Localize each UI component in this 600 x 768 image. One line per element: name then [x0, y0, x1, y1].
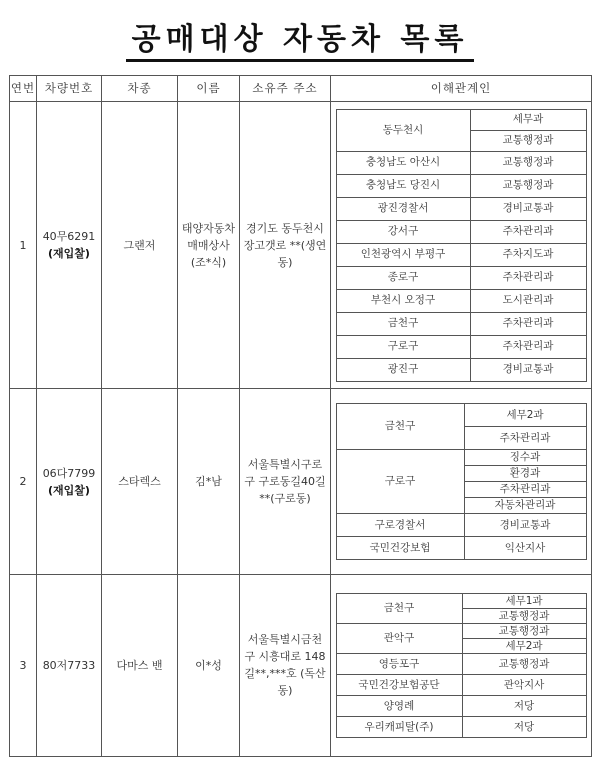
- party-org: 충청남도 당진시: [336, 174, 470, 197]
- party-org: 강서구: [336, 220, 470, 243]
- address-cell: 서울특별시금천구 시흥대로 148길**,***호 (독산동): [240, 574, 331, 756]
- party-org: 구로구: [336, 335, 470, 358]
- party-org: 구로경찰서: [336, 514, 464, 537]
- party-dept: 주차관리과: [464, 427, 586, 450]
- title-text: 공매대상 자동차 목록: [126, 22, 475, 62]
- address-cell: 경기도 동두천시 장고갯로 **(생연동): [240, 102, 331, 389]
- header-no: 연번: [10, 76, 37, 102]
- party-dept: 경비교통과: [470, 197, 586, 220]
- party-dept: 익산지사: [464, 537, 586, 560]
- party-dept: 세무과: [470, 109, 586, 130]
- vehicle-table: [9, 75, 592, 757]
- row-number: 1: [10, 102, 37, 389]
- party-dept: 저당: [462, 695, 586, 716]
- party-dept: 주차관리과: [464, 482, 586, 498]
- plate-cell: 80저7733: [37, 574, 102, 756]
- party-org: 금천구: [336, 404, 464, 450]
- header-name: 이름: [178, 76, 240, 102]
- party-org: 인천광역시 부평구: [336, 243, 470, 266]
- party-dept: 교통행정과: [470, 151, 586, 174]
- party-dept: 자동차관리과: [464, 498, 586, 514]
- party-dept: 교통행정과: [470, 130, 586, 151]
- row-number: 2: [10, 389, 37, 574]
- party-org: 금천구: [336, 593, 462, 623]
- party-dept: 징수과: [464, 450, 586, 466]
- party-dept: 교통행정과: [462, 653, 586, 674]
- party-dept: 저당: [462, 716, 586, 737]
- party-org: 종로구: [336, 266, 470, 289]
- party-dept: 교통행정과: [470, 174, 586, 197]
- party-org: 우리캐피탈(주): [336, 716, 462, 737]
- owner-name-line3: (조*식): [190, 255, 227, 269]
- parties-table: [336, 403, 587, 560]
- table-row: [10, 389, 592, 574]
- parties-cell: [331, 574, 592, 756]
- party-org: 광진경찰서: [336, 197, 470, 220]
- parties-table: [336, 109, 587, 382]
- party-dept: 세무1과: [462, 593, 586, 608]
- header-row: [10, 76, 592, 102]
- row-number: 3: [10, 574, 37, 756]
- rebid-label: (재입찰): [48, 247, 90, 261]
- party-org: 부천시 오정구: [336, 289, 470, 312]
- party-org: 동두천시: [336, 109, 470, 151]
- party-org: 광진구: [336, 358, 470, 381]
- party-dept: 경비교통과: [464, 514, 586, 537]
- party-org: 영등포구: [336, 653, 462, 674]
- party-dept: 교통행정과: [462, 623, 586, 638]
- model-cell: 그랜저: [102, 102, 178, 389]
- owner-cell: 김*남: [178, 389, 240, 574]
- plate-cell: [37, 102, 102, 389]
- plate-number: 06다7799: [42, 466, 96, 480]
- table-row: [10, 102, 592, 389]
- party-dept: 경비교통과: [470, 358, 586, 381]
- rebid-label: (재입찰): [48, 483, 90, 497]
- table-row: [10, 574, 592, 756]
- party-org: 금천구: [336, 312, 470, 335]
- parties-cell: [331, 389, 592, 574]
- parties-table: [336, 593, 587, 738]
- owner-name-line2: 매매상사: [187, 238, 230, 252]
- owner-cell: 이*성: [178, 574, 240, 756]
- party-org: 관악구: [336, 623, 462, 653]
- party-dept: 환경과: [464, 466, 586, 482]
- party-dept: 주차관리과: [470, 220, 586, 243]
- model-cell: 다마스 밴: [102, 574, 178, 756]
- address-cell: 서울특별시구로구 구로동길40길 **(구로동): [240, 389, 331, 574]
- party-dept: 관악지사: [462, 674, 586, 695]
- owner-cell: [178, 102, 240, 389]
- party-dept: 주차관리과: [470, 335, 586, 358]
- plate-number: 40무6291: [42, 230, 96, 244]
- header-plate: 차량번호: [37, 76, 102, 102]
- party-org: 충청남도 아산시: [336, 151, 470, 174]
- header-parties: 이해관계인: [331, 76, 592, 102]
- parties-cell: [331, 102, 592, 389]
- party-dept: 도시관리과: [470, 289, 586, 312]
- plate-cell: [37, 389, 102, 574]
- party-dept: 교통행정과: [462, 608, 586, 623]
- party-org: 구로구: [336, 450, 464, 514]
- header-model: 차종: [102, 76, 178, 102]
- party-dept: 주차관리과: [470, 266, 586, 289]
- party-org: 국민건강보험: [336, 537, 464, 560]
- party-dept: 주차관리과: [470, 312, 586, 335]
- header-address: 소유주 주소: [240, 76, 331, 102]
- party-dept: 세무2과: [464, 404, 586, 427]
- model-cell: 스타렉스: [102, 389, 178, 574]
- document-title: [0, 14, 600, 58]
- owner-name-line1: 태양자동차: [181, 221, 236, 235]
- party-dept: 주차지도과: [470, 243, 586, 266]
- party-org: 국민건강보험공단: [336, 674, 462, 695]
- party-org: 양영례: [336, 695, 462, 716]
- party-dept: 세무2과: [462, 638, 586, 653]
